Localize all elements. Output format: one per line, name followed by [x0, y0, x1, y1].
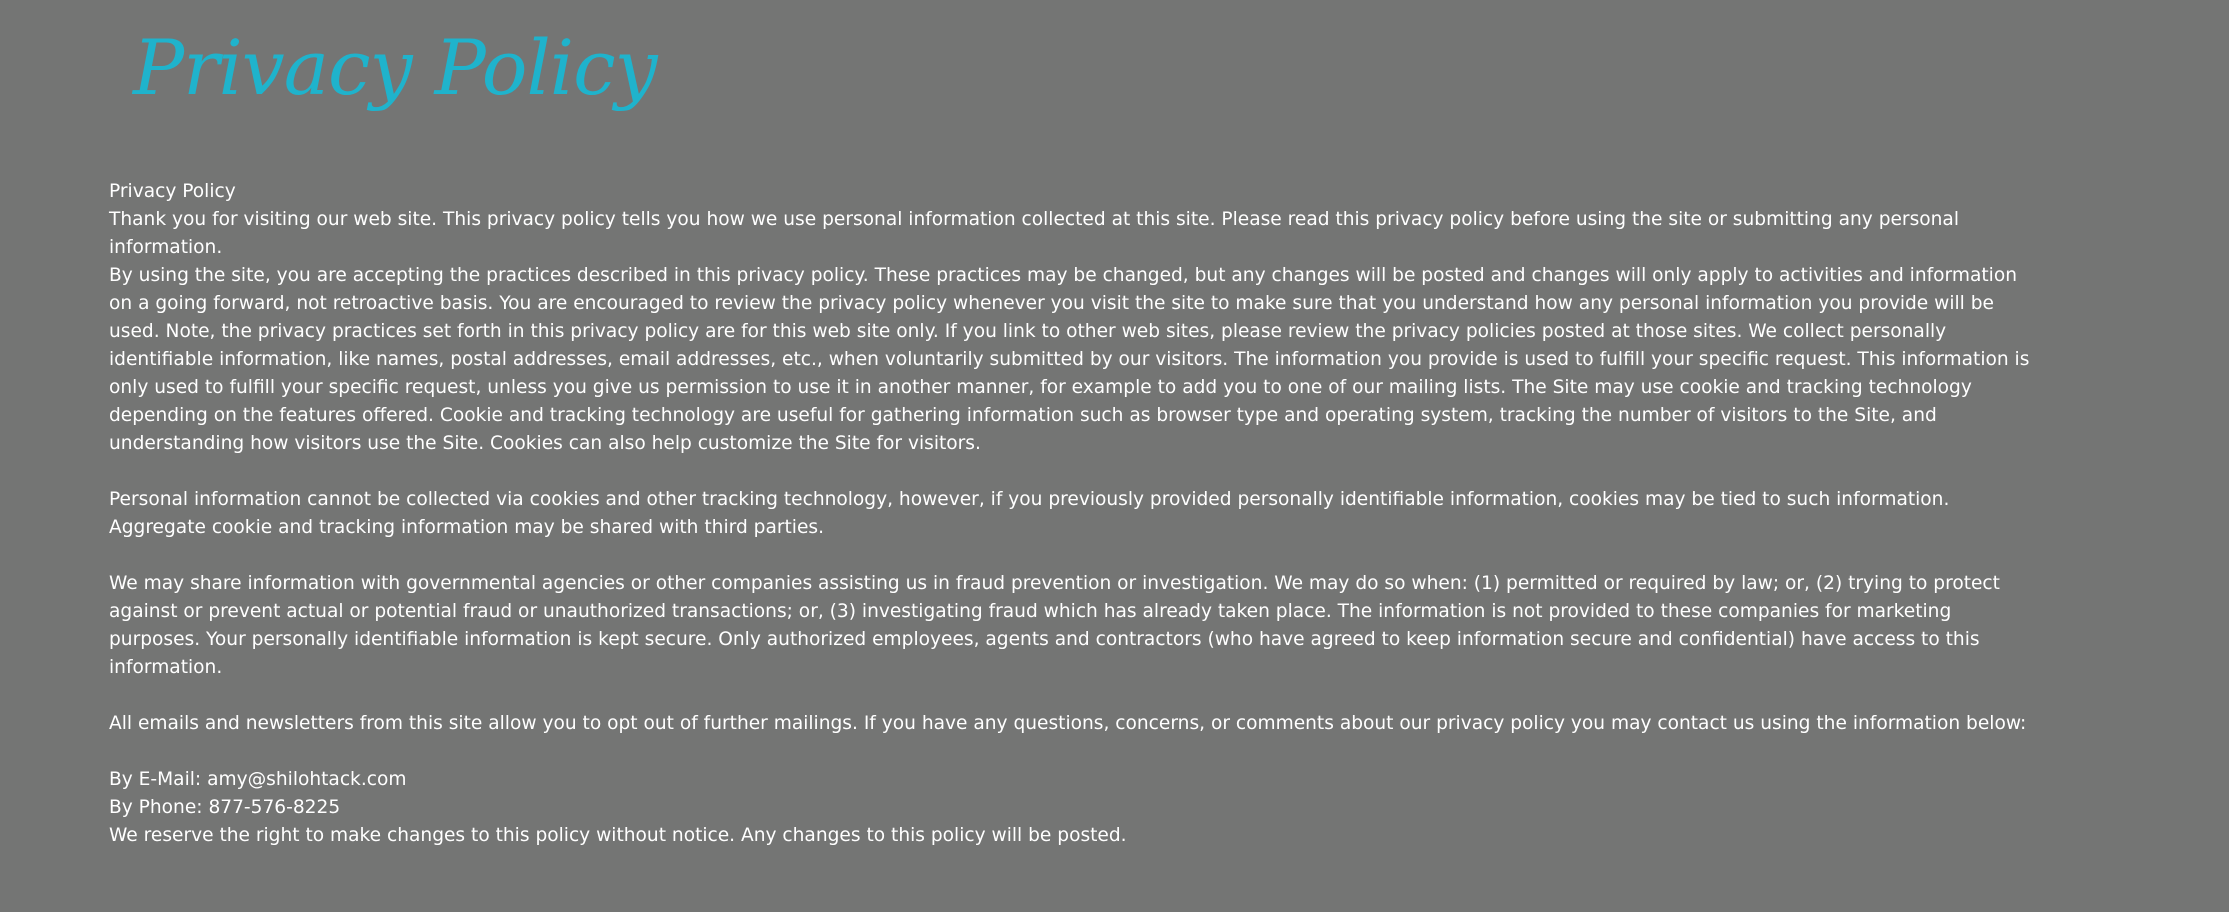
policy-opt-out: All emails and newsletters from this site allow you to opt out of further mailings. If you have any questions, concerns, or comments about our privacy policy you may contact us using the information below: — [109, 713, 2027, 734]
policy-aggregate: Aggregate cookie and tracking information may be shared with third parties. — [109, 517, 824, 538]
policy-closing: We reserve the right to make changes to this policy without notice. Any changes to this policy will be posted. — [109, 825, 1127, 846]
policy-intro: Thank you for visiting our web site. This privacy policy tells you how we use personal information collected at this site. Please read this privacy policy before using the site or submitting any personal information. — [109, 209, 1959, 258]
policy-content — [109, 178, 2039, 850]
policy-heading: Privacy Policy — [109, 181, 236, 202]
contact-email: By E-Mail: amy@shilohtack.com — [109, 769, 407, 790]
policy-sharing: We may share information with governmental agencies or other companies assisting us in fraud prevention or investigation. We may do so when: (1) permitted or required by law; or, (2) trying to protect against or prevent actual or potential fraud or unauthorized transactions; or, (3) investigating fraud which has already taken place. The information is not provided to these companies for marketing purposes. Your personally identifiable information is kept secure. Only authorized employees, agents and contractors (who have agreed to keep information secure and confidential) have access to this information. — [109, 573, 2000, 678]
policy-practices: By using the site, you are accepting the practices described in this privacy policy. These practices may be changed, but any changes will be posted and changes will only apply to activities and information on a going forward, not retroactive basis. You are encouraged to review the privacy policy whenever you visit the site to make sure that you understand how any personal information you provide will be used. Note, the privacy practices set forth in this privacy policy are for this web site only. If you link to other web sites, please review the privacy policies posted at those sites. We collect personally identifiable information, like names, postal addresses, email addresses, etc., when voluntarily submitted by our visitors. The information you provide is used to fulfill your specific request. This information is only used to fulfill your specific request, unless you give us permission to use it in another manner, for example to add you to one of our mailing lists. The Site may use cookie and tracking technology depending on the features offered. Cookie and tracking technology are useful for gathering information such as browser type and operating system, tracking the number of visitors to the Site, and understanding how visitors use the Site. Cookies can also help customize the Site for visitors. — [109, 265, 2030, 454]
policy-cookies: Personal information cannot be collected via cookies and other tracking technology, however, if you previously provided personally identifiable information, cookies may be tied to such information. — [109, 489, 1950, 510]
page-title: Privacy Policy — [133, 23, 657, 112]
contact-phone: By Phone: 877-576-8225 — [109, 797, 341, 818]
